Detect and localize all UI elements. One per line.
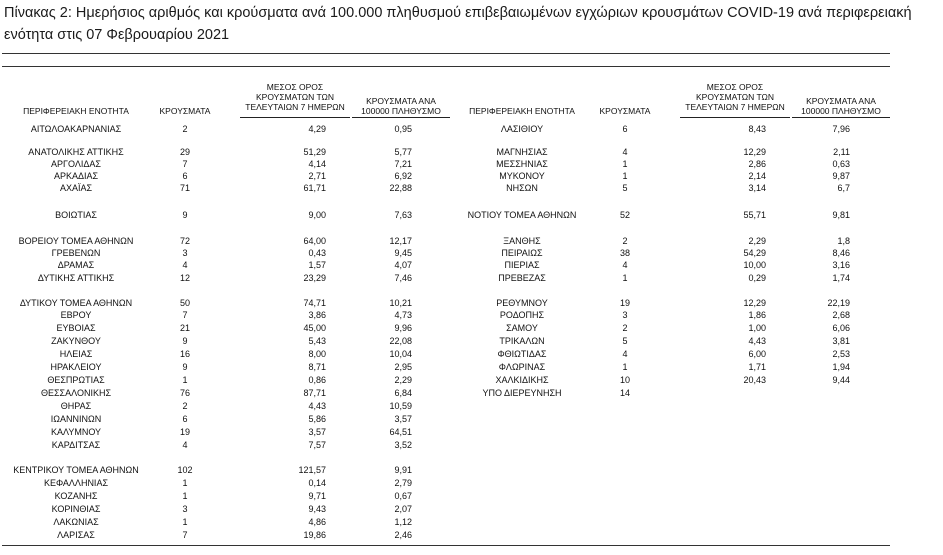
cell-cases: 3 xyxy=(622,310,628,320)
cell-cases: 9 xyxy=(182,336,188,346)
cell-cases: 72 xyxy=(179,236,190,246)
cell-cases: 52 xyxy=(619,210,630,220)
cell-region: ΜΑΓΝΗΣΙΑΣ xyxy=(496,147,548,157)
cell-per100k: 2,46 xyxy=(394,530,412,540)
cell-cases: 6 xyxy=(182,171,188,181)
cell-avg7: 9,71 xyxy=(308,491,326,501)
cell-region: ΛΑΡΙΣΑΣ xyxy=(57,530,95,540)
header-avg7-left: ΜΕΣΟΣ ΟΡΟΣ ΚΡΟΥΣΜΑΤΩΝ ΤΩΝ ΤΕΛΕΥΤΑΙΩΝ 7 ΗΜΕΡΩΝ xyxy=(245,82,345,112)
cell-cases: 10 xyxy=(619,375,630,385)
cell-region: ΥΠΟ ΔΙΕΡΕΥΝΗΣΗ xyxy=(482,388,562,398)
cell-region: ΓΡΕΒΕΝΩΝ xyxy=(51,248,101,258)
top-rule-inner xyxy=(2,66,890,67)
header-underline xyxy=(240,117,350,118)
cell-region: ΠΡΕΒΕΖΑΣ xyxy=(498,273,546,283)
cell-per100k: 22,08 xyxy=(389,336,412,346)
cell-region: ΜΥΚΟΝΟΥ xyxy=(499,171,545,181)
cell-cases: 6 xyxy=(182,414,188,424)
cell-avg7: 0,14 xyxy=(308,478,326,488)
cell-avg7: 1,00 xyxy=(748,323,766,333)
cell-per100k: 2,29 xyxy=(394,375,412,385)
cell-region: ΠΙΕΡΙΑΣ xyxy=(504,260,540,270)
cell-avg7: 2,71 xyxy=(308,171,326,181)
bottom-rule xyxy=(2,545,890,546)
header-per100k-left: ΚΡΟΥΣΜΑΤΑ ΑΝΑ 100000 ΠΛΗΘΥΣΜΟ xyxy=(361,96,441,116)
cell-per100k: 10,59 xyxy=(389,401,412,411)
cell-cases: 1 xyxy=(622,273,628,283)
header-cases-right: ΚΡΟΥΣΜΑΤΑ xyxy=(599,106,651,116)
table-title: Πίνακας 2: Ημερήσιος αριθμός και κρούσματα ανά 100.000 πληθυσμού επιβεβαιωμένων εγχώριων κρουσμάτων COVID-19 ανά περιφερειακή ενότητα στις 07 Φεβρουαρίου 2021 xyxy=(4,5,912,43)
cell-avg7: 8,00 xyxy=(308,349,326,359)
cell-cases: 1 xyxy=(622,159,628,169)
cell-per100k: 6,06 xyxy=(832,323,850,333)
cell-per100k: 4,07 xyxy=(394,260,412,270)
cell-avg7: 20,43 xyxy=(743,375,766,385)
cell-per100k: 2,07 xyxy=(394,504,412,514)
cell-per100k: 7,96 xyxy=(832,124,850,134)
cell-cases: 2 xyxy=(182,124,188,134)
header-avg7-right: ΜΕΣΟΣ ΟΡΟΣ ΚΡΟΥΣΜΑΤΩΝ ΤΩΝ ΤΕΛΕΥΤΑΙΩΝ 7 ΗΜΕΡΩΝ xyxy=(685,82,785,112)
cell-avg7: 0,29 xyxy=(748,273,766,283)
cell-region: ΦΛΩΡΙΝΑΣ xyxy=(498,362,546,372)
cell-avg7: 12,29 xyxy=(743,298,766,308)
cell-avg7: 4,14 xyxy=(308,159,326,169)
cell-region: ΝΗΣΩΝ xyxy=(506,183,538,193)
cell-cases: 19 xyxy=(619,298,630,308)
cell-avg7: 4,29 xyxy=(308,124,326,134)
cell-per100k: 0,95 xyxy=(394,124,412,134)
cell-per100k: 2,53 xyxy=(832,349,850,359)
cell-avg7: 2,86 xyxy=(748,159,766,169)
cell-region: ΕΒΡΟΥ xyxy=(60,310,92,320)
cell-avg7: 4,86 xyxy=(308,517,326,527)
cell-per100k: 22,19 xyxy=(827,298,850,308)
cell-cases: 5 xyxy=(622,183,628,193)
cell-region: ΑΝΑΤΟΛΙΚΗΣ ΑΤΤΙΚΗΣ xyxy=(28,147,124,157)
cell-cases: 4 xyxy=(622,260,628,270)
cell-cases: 3 xyxy=(182,248,188,258)
cell-per100k: 3,16 xyxy=(832,260,850,270)
cell-per100k: 6,92 xyxy=(394,171,412,181)
cell-per100k: 1,12 xyxy=(394,517,412,527)
cell-region: ΚΟΡΙΝΘΙΑΣ xyxy=(51,504,101,514)
cell-region: ΒΟΙΩΤΙΑΣ xyxy=(55,210,97,220)
cell-region: ΜΕΣΣΗΝΙΑΣ xyxy=(496,159,548,169)
cell-region: ΔΡΑΜΑΣ xyxy=(57,260,95,270)
cell-region: ΑΡΓΟΛΙΔΑΣ xyxy=(51,159,101,169)
cell-cases: 1 xyxy=(182,375,188,385)
cell-region: ΖΑΚΥΝΘΟΥ xyxy=(51,336,101,346)
cell-avg7: 55,71 xyxy=(743,210,766,220)
cell-region: ΚΑΛΥΜΝΟΥ xyxy=(50,427,102,437)
cell-per100k: 64,51 xyxy=(389,427,412,437)
cell-per100k: 9,87 xyxy=(832,171,850,181)
cell-cases: 4 xyxy=(622,349,628,359)
cell-avg7: 0,86 xyxy=(308,375,326,385)
cell-cases: 2 xyxy=(622,236,628,246)
cell-cases: 6 xyxy=(622,124,628,134)
cell-avg7: 3,57 xyxy=(308,427,326,437)
cell-per100k: 9,91 xyxy=(394,465,412,475)
cell-avg7: 87,71 xyxy=(303,388,326,398)
cell-per100k: 3,52 xyxy=(394,440,412,450)
cell-avg7: 4,43 xyxy=(748,336,766,346)
cell-region: ΚΕΝΤΡΙΚΟΥ ΤΟΜΕΑ ΑΘΗΝΩΝ xyxy=(13,465,139,475)
header-underline xyxy=(792,117,890,118)
cell-cases: 1 xyxy=(622,171,628,181)
cell-region: ΗΡΑΚΛΕΙΟΥ xyxy=(50,362,102,372)
cell-cases: 4 xyxy=(622,147,628,157)
cell-region: ΡΕΘΥΜΝΟΥ xyxy=(496,298,548,308)
cell-cases: 7 xyxy=(182,159,188,169)
cell-region: ΘΕΣΣΑΛΟΝΙΚΗΣ xyxy=(40,388,112,398)
cell-cases: 29 xyxy=(179,147,190,157)
cell-cases: 5 xyxy=(622,336,628,346)
cell-region: ΚΑΡΔΙΤΣΑΣ xyxy=(51,440,101,450)
cell-region: ΘΗΡΑΣ xyxy=(60,401,92,411)
cell-per100k: 8,46 xyxy=(832,248,850,258)
cell-region: ΚΟΖΑΝΗΣ xyxy=(54,491,98,501)
cell-avg7: 121,57 xyxy=(298,465,326,475)
cell-region: ΦΘΙΩΤΙΔΑΣ xyxy=(497,349,547,359)
cell-region: ΔΥΤΙΚΗΣ ΑΤΤΙΚΗΣ xyxy=(37,273,115,283)
header-cases-left: ΚΡΟΥΣΜΑΤΑ xyxy=(159,106,211,116)
cell-avg7: 3,14 xyxy=(748,183,766,193)
cell-cases: 1 xyxy=(182,478,188,488)
cell-cases: 4 xyxy=(182,440,188,450)
cell-cases: 7 xyxy=(182,310,188,320)
cell-avg7: 8,43 xyxy=(748,124,766,134)
cell-cases: 12 xyxy=(179,273,190,283)
cell-cases: 1 xyxy=(182,491,188,501)
cell-per100k: 10,21 xyxy=(389,298,412,308)
cell-cases: 16 xyxy=(179,349,190,359)
cell-avg7: 51,29 xyxy=(303,147,326,157)
top-rule xyxy=(2,53,890,54)
cell-cases: 71 xyxy=(179,183,190,193)
cell-region: ΝΟΤΙΟΥ ΤΟΜΕΑ ΑΘΗΝΩΝ xyxy=(467,210,577,220)
cell-avg7: 1,71 xyxy=(748,362,766,372)
cell-cases: 38 xyxy=(619,248,630,258)
cell-per100k: 9,96 xyxy=(394,323,412,333)
cell-per100k: 3,57 xyxy=(394,414,412,424)
cell-region: ΧΑΛΚΙΔΙΚΗΣ xyxy=(495,375,549,385)
cell-per100k: 1,74 xyxy=(832,273,850,283)
cell-avg7: 2,29 xyxy=(748,236,766,246)
header-per100k-right: ΚΡΟΥΣΜΑΤΑ ΑΝΑ 100000 ΠΛΗΘΥΣΜΟ xyxy=(801,96,881,116)
cell-per100k: 1,94 xyxy=(832,362,850,372)
cell-per100k: 9,44 xyxy=(832,375,850,385)
cell-avg7: 5,86 xyxy=(308,414,326,424)
cell-avg7: 23,29 xyxy=(303,273,326,283)
cell-cases: 1 xyxy=(622,362,628,372)
cell-region: ΣΑΜΟΥ xyxy=(506,323,538,333)
cell-cases: 2 xyxy=(622,323,628,333)
cell-region: ΒΟΡΕΙΟΥ ΤΟΜΕΑ ΑΘΗΝΩΝ xyxy=(18,236,134,246)
header-region-left: ΠΕΡΙΦΕΡΕΙΑΚΗ ΕΝΟΤΗΤΑ xyxy=(23,106,129,116)
cell-per100k: 7,63 xyxy=(394,210,412,220)
cell-cases: 7 xyxy=(182,530,188,540)
header-underline xyxy=(352,117,450,118)
cell-avg7: 1,57 xyxy=(308,260,326,270)
cell-per100k: 2,11 xyxy=(833,147,850,157)
cell-region: ΙΩΑΝΝΙΝΩΝ xyxy=(50,414,102,424)
cell-region: ΛΑΚΩΝΙΑΣ xyxy=(53,517,99,527)
cell-per100k: 9,45 xyxy=(394,248,412,258)
cell-per100k: 1,8 xyxy=(837,236,850,246)
cell-per100k: 6,7 xyxy=(837,183,850,193)
cell-region: ΑΧΑΪΑΣ xyxy=(59,183,93,193)
cell-avg7: 74,71 xyxy=(303,298,326,308)
cell-per100k: 2,95 xyxy=(394,362,412,372)
cell-region: ΠΕΙΡΑΙΩΣ xyxy=(501,248,543,258)
cell-per100k: 7,46 xyxy=(394,273,412,283)
cell-avg7: 5,43 xyxy=(308,336,326,346)
cell-cases: 76 xyxy=(179,388,190,398)
cell-cases: 9 xyxy=(182,210,188,220)
cell-cases: 102 xyxy=(177,465,193,475)
cell-per100k: 0,67 xyxy=(394,491,412,501)
cell-per100k: 3,81 xyxy=(832,336,850,346)
cell-avg7: 9,00 xyxy=(308,210,326,220)
cell-avg7: 6,00 xyxy=(748,349,766,359)
cell-per100k: 9,81 xyxy=(832,210,850,220)
cell-region: ΔΥΤΙΚΟΥ ΤΟΜΕΑ ΑΘΗΝΩΝ xyxy=(19,298,133,308)
cell-region: ΑΙΤΩΛΟΑΚΑΡΝΑΝΙΑΣ xyxy=(30,124,122,134)
cell-avg7: 2,14 xyxy=(748,171,766,181)
cell-cases: 2 xyxy=(182,401,188,411)
cell-region: ΘΕΣΠΡΩΤΙΑΣ xyxy=(47,375,105,385)
cell-avg7: 1,86 xyxy=(748,310,766,320)
cell-cases: 9 xyxy=(182,362,188,372)
cell-region: ΛΑΣΙΘΙΟΥ xyxy=(500,124,544,134)
cell-per100k: 6,84 xyxy=(394,388,412,398)
cell-avg7: 54,29 xyxy=(743,248,766,258)
cell-avg7: 8,71 xyxy=(308,362,326,372)
cell-cases: 4 xyxy=(182,260,188,270)
cell-cases: 19 xyxy=(179,427,190,437)
cell-avg7: 12,29 xyxy=(743,147,766,157)
cell-avg7: 19,86 xyxy=(303,530,326,540)
cell-per100k: 4,73 xyxy=(394,310,412,320)
cell-region: ΞΑΝΘΗΣ xyxy=(503,236,541,246)
cell-region: ΑΡΚΑΔΙΑΣ xyxy=(53,171,99,181)
cell-per100k: 22,88 xyxy=(389,183,412,193)
cell-per100k: 5,77 xyxy=(394,147,412,157)
cell-avg7: 10,00 xyxy=(743,260,766,270)
cell-cases: 3 xyxy=(182,504,188,514)
cell-per100k: 2,79 xyxy=(394,478,412,488)
cell-avg7: 9,43 xyxy=(308,504,326,514)
cell-per100k: 0,63 xyxy=(832,159,850,169)
cell-region: ΗΛΕΙΑΣ xyxy=(59,349,93,359)
cell-region: ΕΥΒΟΙΑΣ xyxy=(56,323,96,333)
cell-region: ΤΡΙΚΑΛΩΝ xyxy=(499,336,545,346)
cell-per100k: 12,17 xyxy=(389,236,412,246)
cell-avg7: 4,43 xyxy=(308,401,326,411)
cell-cases: 21 xyxy=(179,323,190,333)
cell-avg7: 3,86 xyxy=(308,310,326,320)
cell-per100k: 2,68 xyxy=(832,310,850,320)
cell-cases: 50 xyxy=(179,298,190,308)
cell-avg7: 0,43 xyxy=(308,248,326,258)
header-underline xyxy=(680,117,790,118)
cell-avg7: 7,57 xyxy=(308,440,326,450)
header-region-right: ΠΕΡΙΦΕΡΕΙΑΚΗ ΕΝΟΤΗΤΑ xyxy=(469,106,575,116)
cell-avg7: 64,00 xyxy=(303,236,326,246)
cell-avg7: 45,00 xyxy=(303,323,326,333)
cell-per100k: 10,04 xyxy=(389,349,412,359)
cell-cases: 1 xyxy=(182,517,188,527)
cell-region: ΡΟΔΟΠΗΣ xyxy=(499,310,545,320)
cell-region: ΚΕΦΑΛΛΗΝΙΑΣ xyxy=(43,478,109,488)
cell-avg7: 61,71 xyxy=(303,183,326,193)
cell-per100k: 7,21 xyxy=(394,159,412,169)
cell-cases: 14 xyxy=(619,388,630,398)
